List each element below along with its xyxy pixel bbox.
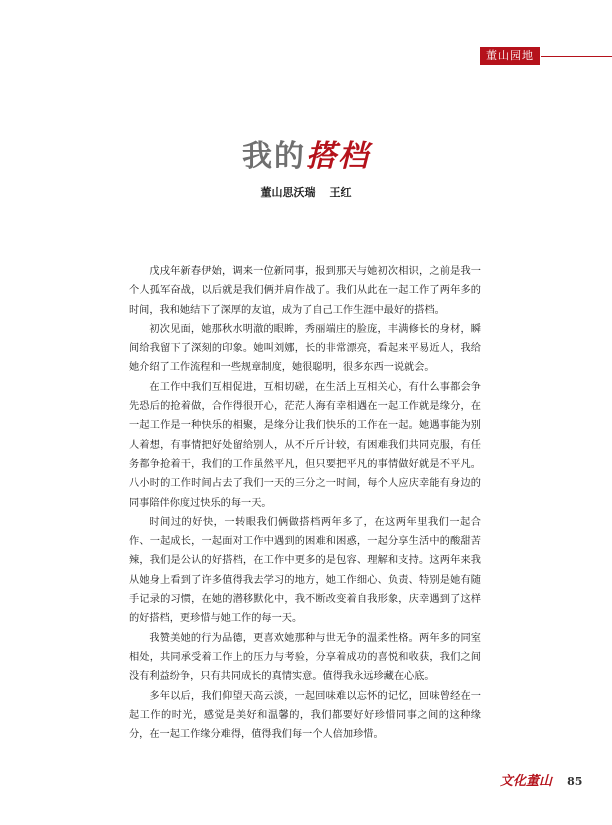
paragraph: 初次见面，她那秋水明澈的眼眸，秀丽端庄的脸庞，丰满修长的身材，瞬间给我留下了深刻的印象。她叫刘娜，长的非常漂亮，看起来平易近人，我给她介绍了工作流程和一些规章制度，她很聪明，很多东西一说就会。	[129, 323, 481, 374]
author-company: 董山思沃瑞	[260, 186, 316, 199]
header-divider	[541, 56, 612, 57]
byline	[0, 185, 612, 201]
article-title	[0, 137, 612, 177]
page-footer	[500, 770, 582, 790]
paragraph: 多年以后，我们仰望天高云淡，一起回味难以忘怀的记忆，回味曾经在一起工作的时光，感觉是美好和温馨的，我们都要好好珍惜同事之间的这种缘分，在一起工作缘分难得，值得我们每一个人倍加珍惜。	[129, 690, 481, 741]
article-body	[129, 262, 481, 744]
paragraph: 在工作中我们互相促进，互相切磋，在生活上互相关心，有什么事都会争先恐后的抢着做，合作得很开心，茫茫人海有幸相遇在一起工作就是缘分，在一起工作是一种快乐的相聚，是缘分让我们快乐的工作在一起。她遇事能为别人着想，有事情把好处留给别人，从不斤斤计较，有困难我们共同克服，有任务都争抢着干，我们的工作虽然平凡，但只要把平凡的事情做好就是不平凡。八小时的工作时间占去了我们一天的三分之一时间，每个人应庆幸能有身边的同事陪伴你度过快乐的每一天。	[129, 381, 481, 509]
title-emphasis-part: 搭档	[306, 139, 370, 174]
author-name: 王红	[329, 186, 352, 199]
page-number: 85	[567, 775, 583, 788]
section-tag: 董山园地	[480, 47, 540, 65]
title-plain-part: 我的	[242, 139, 306, 174]
paragraph: 戊戌年新春伊始，调来一位新同事，报到那天与她初次相识，之前是我一个人孤军奋战，以后就是我们俩并肩作战了。我们从此在一起工作了两年多的时间，我和她结下了深厚的友谊，成为了自己工作生涯中最好的搭档。	[129, 266, 481, 316]
paragraph: 时间过的好快，一转眼我们俩做搭档两年多了，在这两年里我们一起合作、一起成长，一起面对工作中遇到的困难和困惑，一起分享生活中的酸甜苦辣，我们是公认的好搭档，在工作中更多的是包容、理解和支持。这两年来我从她身上看到了许多值得我去学习的地方，她工作细心、负责、特别是她有随手记录的习惯，在她的潜移默化中，我不断改变着自我形象，庆幸遇到了这样的好搭档，更珍惜与她工作的每一天。	[129, 516, 481, 625]
magazine-logo: 文化董山	[500, 774, 553, 789]
paragraph: 我赞美她的行为品德，更喜欢她那种与世无争的温柔性格。两年多的同室相处，共同承受着工作上的压力与考验，分享着成功的喜悦和收获，我们之间没有利益纷争，只有共同成长的真情实意。值得我永远珍藏在心底。	[129, 632, 481, 683]
